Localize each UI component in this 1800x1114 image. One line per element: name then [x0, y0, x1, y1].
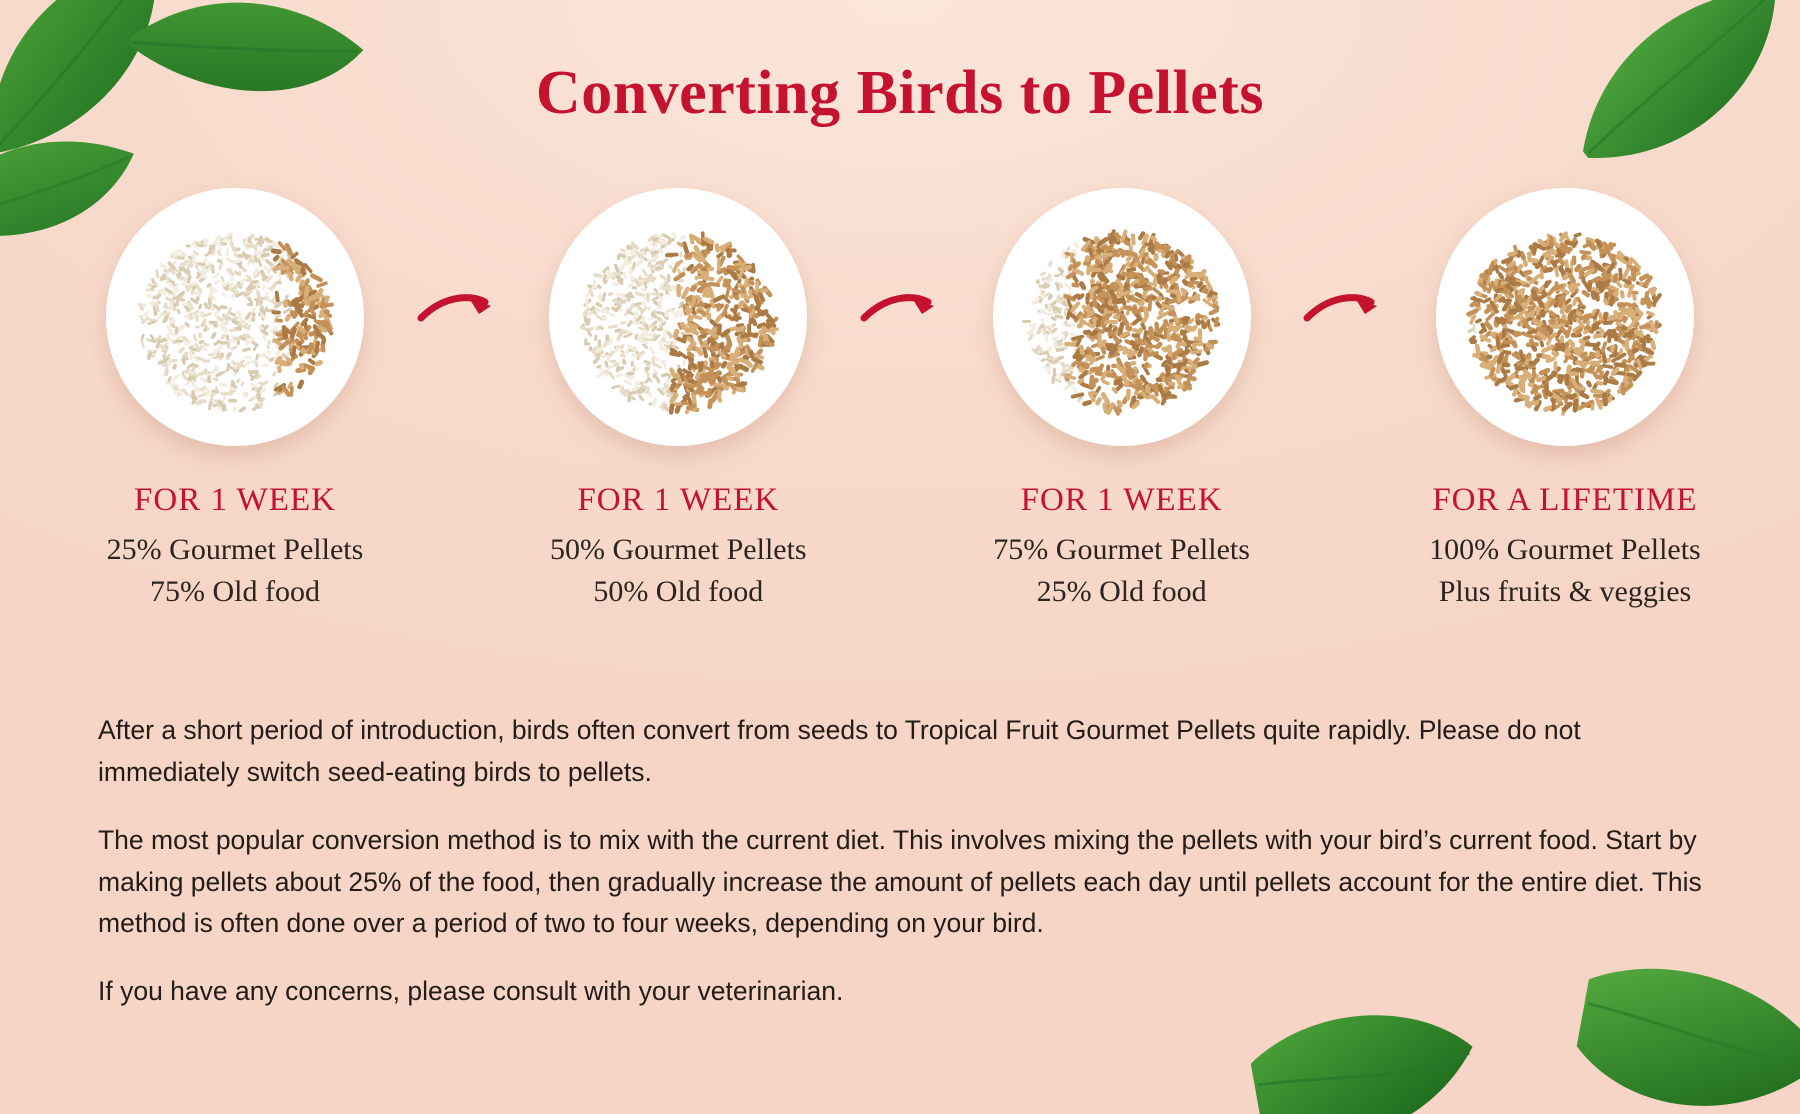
food-bowl-icon [993, 188, 1251, 446]
step-2 [513, 188, 843, 609]
step-line-oldfood: 25% Old food [1036, 575, 1207, 608]
step-line-pellets: 50% Gourmet Pellets [549, 533, 807, 566]
paragraph-1: After a short period of introduction, birds often convert from seeds to Tropical Fruit Gourmet Pellets quite rapidly. Please do not immediately switch seed-eating birds to pellets. [98, 715, 1581, 787]
food-bowl-icon [549, 188, 807, 446]
arrow-right-icon [1295, 288, 1391, 332]
step-line-pellets: 75% Gourmet Pellets [993, 533, 1250, 566]
step-line-pellets: 100% Gourmet Pellets [1429, 533, 1701, 566]
arrow-right-icon [409, 288, 505, 332]
step-label: FOR 1 WEEK [1020, 482, 1223, 518]
step-label: FOR 1 WEEK [134, 482, 336, 518]
step-line-oldfood: Plus fruits & veggies [1438, 575, 1692, 608]
step-1 [70, 188, 400, 609]
paragraph-2: The most popular conversion method is to mix with the current diet. This involves mixing the pellets with your bird’s current food. Start by making pellets about 25% of the food, then gradually increase the amount of pellets each day until pellets account for the entire diet. This method is often done over a period of two to four weeks, depending on your bird. [98, 824, 1702, 939]
pellet-mix-graphic [106, 188, 364, 446]
pellet-mix-graphic [549, 188, 807, 446]
step-line-oldfood: 50% Old food [593, 575, 764, 608]
step-4 [1400, 188, 1730, 609]
step-3 [957, 188, 1287, 609]
food-bowl-icon [1436, 188, 1694, 446]
arrow-right-icon [852, 288, 948, 332]
step-label: FOR 1 WEEK [577, 482, 780, 518]
step-line-pellets: 25% Gourmet Pellets [106, 533, 364, 566]
pellet-mix-graphic [1436, 188, 1694, 446]
conversion-steps [70, 188, 1730, 609]
pellet-mix-graphic [993, 188, 1251, 446]
body-copy [98, 710, 1728, 1013]
paragraph-3: If you have any concerns, please consult with your veterinarian. [98, 976, 844, 1007]
step-label: FOR A LIFETIME [1432, 482, 1698, 518]
food-bowl-icon [106, 188, 364, 446]
step-line-oldfood: 75% Old food [150, 575, 320, 608]
page-title: Converting Birds to Pellets [535, 59, 1265, 127]
